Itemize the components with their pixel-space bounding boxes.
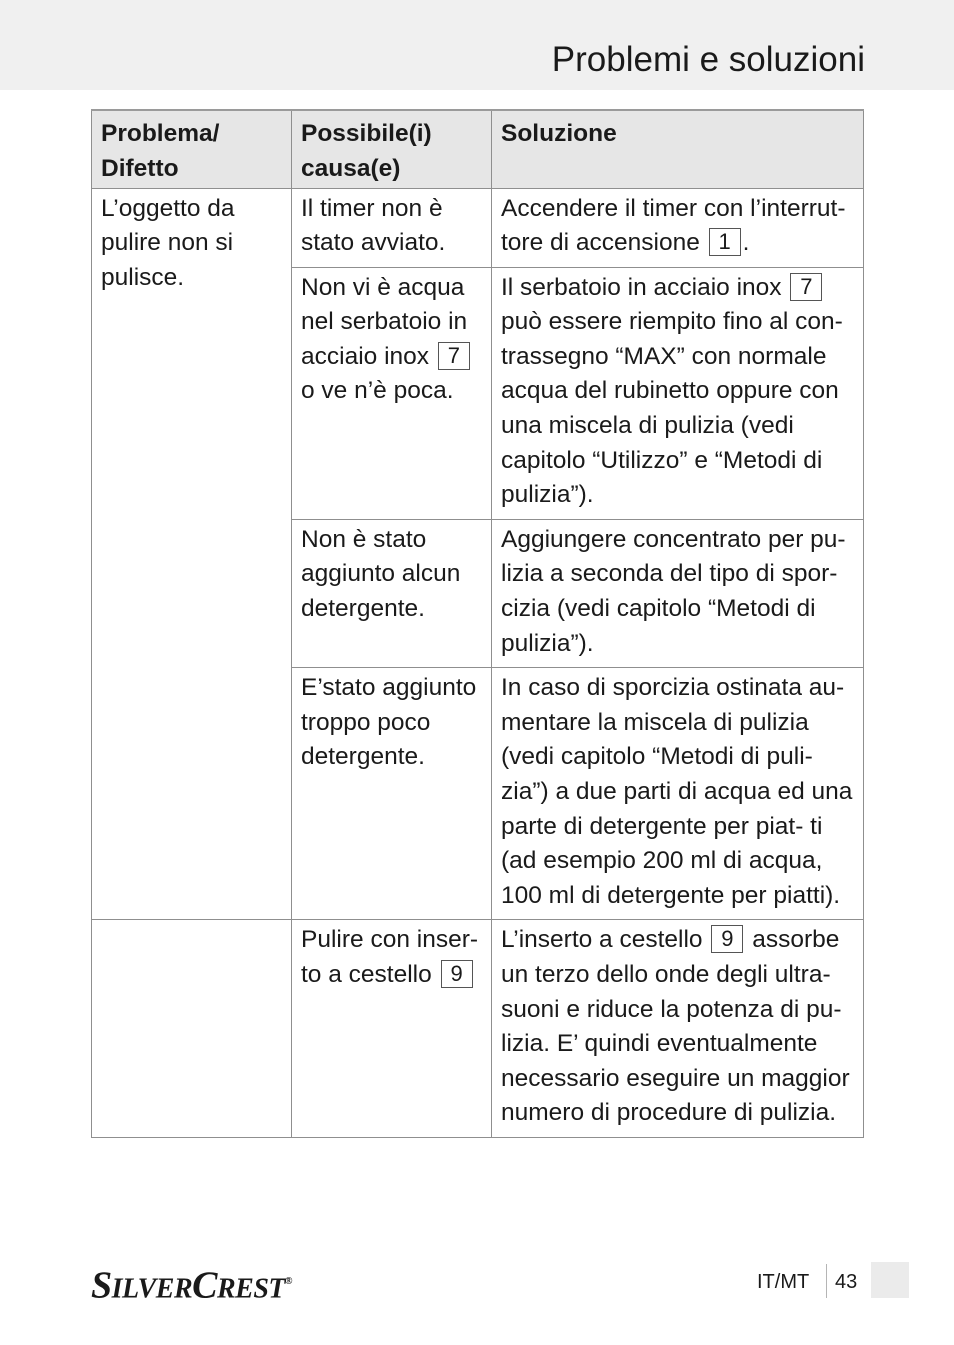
component-reference-box: 9 [711,925,743,953]
solution-cell [492,188,864,267]
solution-text: . [742,229,750,257]
page-number: 43 [835,1271,858,1293]
column-header-cause: Possibile(i) causa(e) [292,110,492,188]
solution-text: può essere riempito fino al con- trassegno “MAX” con normale acqua del rubinetto oppure con una miscela di pulizia (vedi capitolo “Utilizzo” e “Metodi di pulizia”). [501,308,843,509]
cause-cell: E’stato aggiunto troppo poco detergente. [292,668,492,920]
brand-logo [91,1262,292,1310]
page-tab-marker [871,1262,909,1298]
language-code: IT/MT [757,1271,810,1293]
component-reference-box: 9 [441,960,473,988]
brand-smallcaps: REST [217,1273,286,1305]
solution-text: Il serbatoio in acciaio inox [501,273,782,301]
cause-cell [292,267,492,519]
cause-text: Pulire con inser- to a cestello [301,926,479,988]
solution-cell [492,267,864,519]
solution-text: assorbe un terzo dello onde degli ultra- suoni e riduce la potenza di pu- lizia. E’ quindi eventualmente necessario eseguire un maggior numero di procedure di pulizia. [501,926,850,1127]
table-row [92,920,864,1138]
registered-mark: ® [285,1276,293,1287]
troubleshooting-table [91,109,864,1138]
cause-text: Non vi è acqua nel serbatoio in acciaio inox [301,273,468,370]
component-reference-box: 7 [790,273,822,301]
brand-letter: S [91,1264,112,1307]
solution-cell: Aggiungere concentrato per pu- lizia a seconda del tipo di spor- cizia (vedi capitolo “Metodi di pulizia”). [492,519,864,667]
solution-text: L’inserto a cestello [501,926,703,954]
solution-cell [492,920,864,1138]
footer-divider [826,1264,827,1298]
component-reference-box: 7 [438,342,470,370]
cause-text: o ve n’è poca. [301,377,454,405]
component-reference-box: 1 [709,228,741,256]
page-title: Problemi e soluzioni [551,40,865,79]
solution-text: Accendere il timer con l’interrut- tore di accensione [501,194,846,257]
column-header-solution: Soluzione [492,110,864,188]
cause-cell: Non è stato aggiunto alcun detergente. [292,519,492,667]
cause-cell: Il timer non è stato avviato. [292,188,492,267]
solution-cell: In caso di sporcizia ostinata au- mentare la miscela di pulizia (vedi capitolo “Metodi di puli- zia”) a due parti di acqua ed una parte di detergente per piat- ti (ad esempio 200 ml di acqua, 100 ml di detergente per piatti). [492,668,864,920]
table-row [92,188,864,267]
brand-letter: C [192,1264,217,1307]
brand-smallcaps: ILVER [111,1273,193,1305]
problem-cell [92,920,292,1138]
column-header-problem: Problema/ Difetto [92,110,292,188]
problem-cell: L’oggetto da pulire non si pulisce. [92,188,292,920]
table-header-row [92,110,864,188]
cause-cell [292,920,492,1138]
